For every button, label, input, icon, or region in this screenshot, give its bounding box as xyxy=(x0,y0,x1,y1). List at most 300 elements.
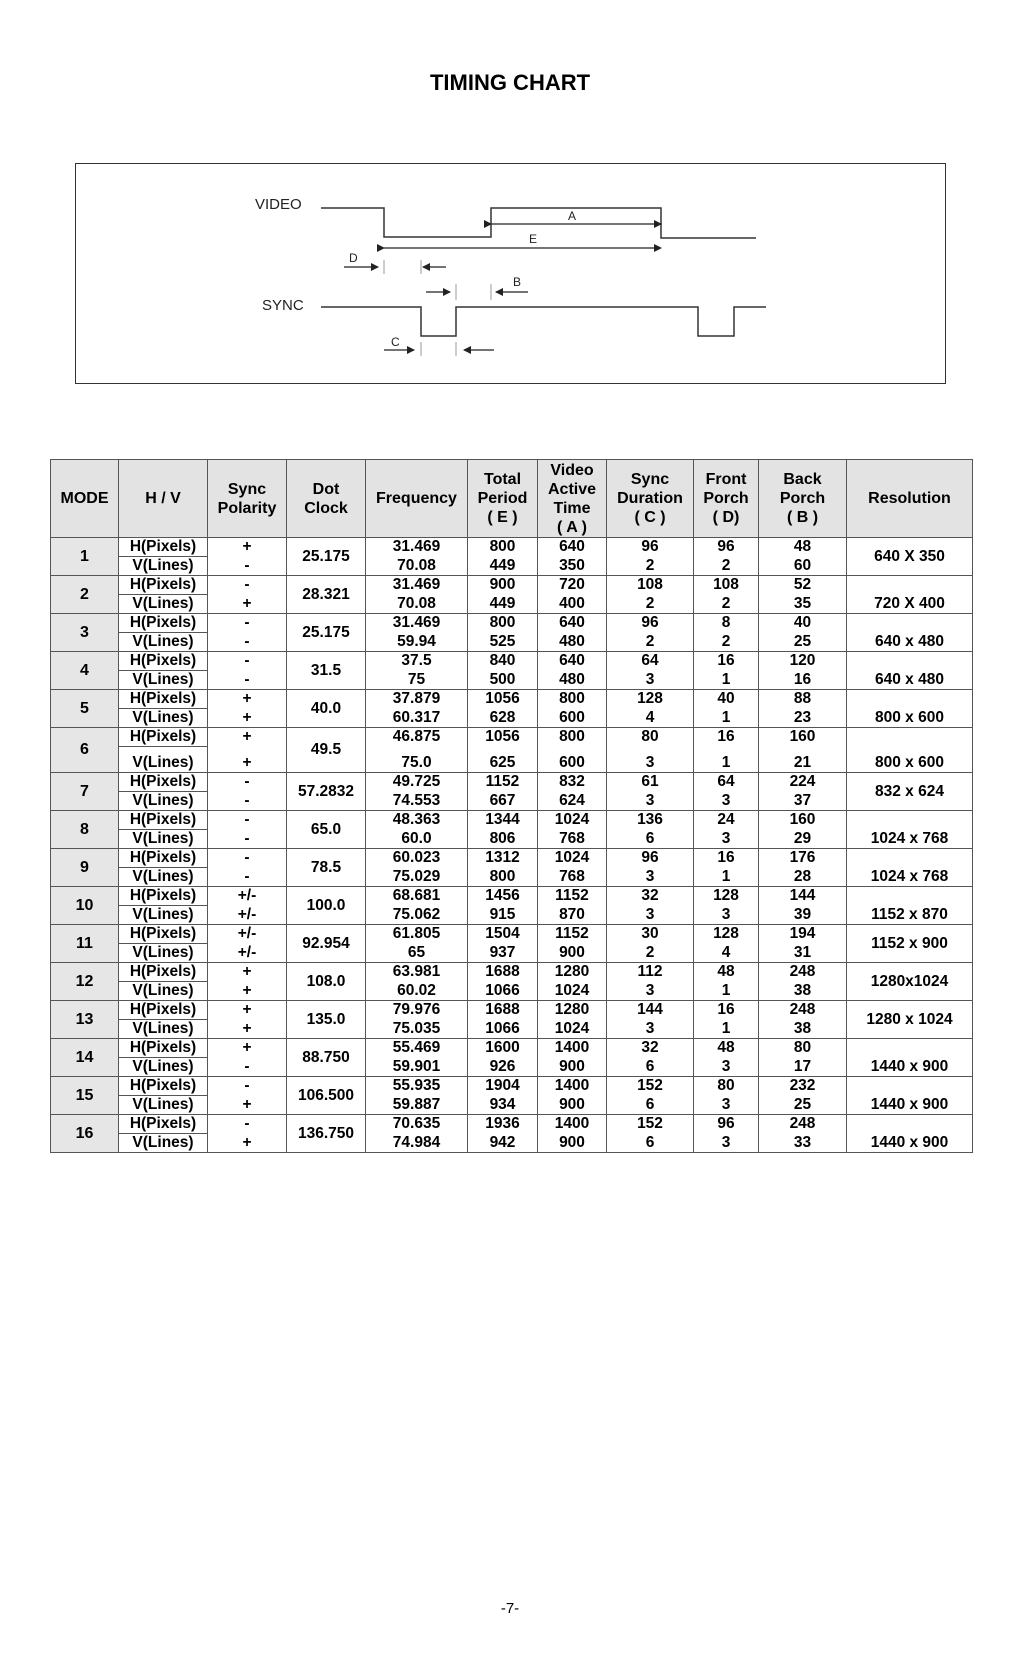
mode-cell: 6 xyxy=(51,728,119,773)
hv-cell: H(Pixels) xyxy=(119,728,208,747)
total-cell: 1344 xyxy=(468,811,538,830)
header-video-active xyxy=(538,460,607,538)
hv-cell: V(Lines) xyxy=(119,1058,208,1077)
freq-cell: 48.363 xyxy=(366,811,468,830)
table-row-v xyxy=(51,868,973,887)
polarity-cell: - xyxy=(208,773,287,792)
back-cell: 28 xyxy=(759,868,847,887)
back-cell: 120 xyxy=(759,652,847,671)
label-c: C xyxy=(391,335,400,349)
freq-cell: 74.984 xyxy=(366,1134,468,1153)
sync-cell: 6 xyxy=(607,1096,694,1115)
dot-clock-cell: 108.0 xyxy=(287,963,366,1001)
back-cell: 37 xyxy=(759,792,847,811)
polarity-cell: - xyxy=(208,614,287,633)
freq-cell: 75.062 xyxy=(366,906,468,925)
header-sync-line: ( C ) xyxy=(634,509,666,526)
sync-cell: 64 xyxy=(607,652,694,671)
hv-cell: V(Lines) xyxy=(119,1020,208,1039)
hv-cell: V(Lines) xyxy=(119,747,208,773)
freq-cell: 37.879 xyxy=(366,690,468,709)
dot-clock-cell: 57.2832 xyxy=(287,773,366,811)
back-cell: 25 xyxy=(759,1096,847,1115)
front-cell: 3 xyxy=(694,906,759,925)
header-polarity-line: Sync xyxy=(227,480,267,498)
header-resolution: Resolution xyxy=(847,460,973,538)
mode-cell: 14 xyxy=(51,1039,119,1077)
sync-cell: 3 xyxy=(607,747,694,773)
back-cell: 248 xyxy=(759,963,847,982)
active-cell: 400 xyxy=(538,595,607,614)
freq-cell: 37.5 xyxy=(366,652,468,671)
active-cell: 600 xyxy=(538,747,607,773)
header-mode: MODE xyxy=(51,460,119,538)
timing-waveform xyxy=(76,164,947,385)
freq-cell: 63.981 xyxy=(366,963,468,982)
header-back-porch xyxy=(759,460,847,538)
total-cell: 1056 xyxy=(468,728,538,747)
table-row-h xyxy=(51,1001,973,1020)
front-cell: 1 xyxy=(694,982,759,1001)
header-hv: H / V xyxy=(119,460,208,538)
hv-cell: H(Pixels) xyxy=(119,773,208,792)
hv-cell: H(Pixels) xyxy=(119,1001,208,1020)
polarity-cell: + xyxy=(208,709,287,728)
header-polarity xyxy=(208,460,287,538)
front-cell: 3 xyxy=(694,1096,759,1115)
active-cell: 1400 xyxy=(538,1077,607,1096)
back-cell: 25 xyxy=(759,633,847,652)
header-video-line: Active xyxy=(547,480,597,498)
freq-cell: 75 xyxy=(366,671,468,690)
back-cell: 160 xyxy=(759,728,847,747)
total-cell: 1904 xyxy=(468,1077,538,1096)
page-title: TIMING CHART xyxy=(429,70,591,95)
sync-cell: 32 xyxy=(607,1039,694,1058)
freq-cell: 59.901 xyxy=(366,1058,468,1077)
active-cell: 600 xyxy=(538,709,607,728)
active-cell: 1024 xyxy=(538,811,607,830)
freq-cell: 61.805 xyxy=(366,925,468,944)
polarity-cell: - xyxy=(208,830,287,849)
polarity-cell: + xyxy=(208,728,287,747)
polarity-cell: - xyxy=(208,1115,287,1134)
polarity-cell: - xyxy=(208,1077,287,1096)
table-row-h xyxy=(51,690,973,709)
mode-cell: 10 xyxy=(51,887,119,925)
dot-clock-cell: 78.5 xyxy=(287,849,366,887)
polarity-cell: + xyxy=(208,595,287,614)
back-cell: 33 xyxy=(759,1134,847,1153)
front-cell: 96 xyxy=(694,538,759,557)
polarity-cell: +/- xyxy=(208,944,287,963)
back-cell: 23 xyxy=(759,709,847,728)
sync-cell: 128 xyxy=(607,690,694,709)
header-total-line: Total xyxy=(483,471,522,488)
table-row-v xyxy=(51,557,973,576)
active-cell: 720 xyxy=(538,576,607,595)
sync-cell: 3 xyxy=(607,868,694,887)
active-cell: 1280 xyxy=(538,1001,607,1020)
freq-cell: 79.976 xyxy=(366,1001,468,1020)
back-cell: 80 xyxy=(759,1039,847,1058)
resolution-cell: 1152 x 870 xyxy=(847,887,973,925)
table-header-row xyxy=(51,460,973,538)
polarity-cell: - xyxy=(208,633,287,652)
sync-cell: 6 xyxy=(607,1058,694,1077)
front-cell: 1 xyxy=(694,747,759,773)
hv-cell: H(Pixels) xyxy=(119,963,208,982)
header-dot-line: Dot xyxy=(312,480,340,498)
hv-cell: V(Lines) xyxy=(119,944,208,963)
header-frequency: Frequency xyxy=(366,460,468,538)
sync-cell: 61 xyxy=(607,773,694,792)
back-cell: 88 xyxy=(759,690,847,709)
back-cell: 40 xyxy=(759,614,847,633)
front-cell: 48 xyxy=(694,1039,759,1058)
table-row-v xyxy=(51,982,973,1001)
polarity-cell: - xyxy=(208,576,287,595)
hv-cell: V(Lines) xyxy=(119,709,208,728)
front-cell: 3 xyxy=(694,792,759,811)
freq-cell: 46.875 xyxy=(366,728,468,747)
dot-clock-cell: 92.954 xyxy=(287,925,366,963)
sync-cell: 32 xyxy=(607,887,694,906)
front-cell: 1 xyxy=(694,709,759,728)
active-cell: 640 xyxy=(538,538,607,557)
freq-cell: 31.469 xyxy=(366,614,468,633)
table-row-v xyxy=(51,747,973,773)
dot-clock-cell: 136.750 xyxy=(287,1115,366,1153)
back-cell: 38 xyxy=(759,1020,847,1039)
table-row-h xyxy=(51,1115,973,1134)
polarity-cell: + xyxy=(208,1134,287,1153)
sync-cell: 2 xyxy=(607,595,694,614)
back-cell: 194 xyxy=(759,925,847,944)
label-e: E xyxy=(529,232,538,246)
hv-cell: V(Lines) xyxy=(119,557,208,576)
header-video-line: Time xyxy=(553,499,591,517)
header-front-line: Front xyxy=(705,471,747,488)
active-cell: 480 xyxy=(538,633,607,652)
video-waveform xyxy=(321,208,756,238)
sync-cell: 108 xyxy=(607,576,694,595)
total-cell: 625 xyxy=(468,747,538,773)
sync-cell: 3 xyxy=(607,1020,694,1039)
back-cell: 29 xyxy=(759,830,847,849)
dot-clock-cell: 49.5 xyxy=(287,728,366,773)
polarity-cell: + xyxy=(208,1020,287,1039)
polarity-cell: + xyxy=(208,1001,287,1020)
table-row-v xyxy=(51,906,973,925)
mode-cell: 2 xyxy=(51,576,119,614)
sync-cell: 6 xyxy=(607,1134,694,1153)
table-row-v xyxy=(51,944,973,963)
header-video-line: ( A ) xyxy=(557,518,587,536)
freq-cell: 70.08 xyxy=(366,557,468,576)
total-cell: 667 xyxy=(468,792,538,811)
table-row-v xyxy=(51,709,973,728)
total-cell: 1066 xyxy=(468,1020,538,1039)
back-cell: 176 xyxy=(759,849,847,868)
back-cell: 48 xyxy=(759,538,847,557)
sync-cell: 96 xyxy=(607,538,694,557)
total-cell: 1936 xyxy=(468,1115,538,1134)
freq-cell: 70.635 xyxy=(366,1115,468,1134)
active-cell: 768 xyxy=(538,868,607,887)
hv-cell: H(Pixels) xyxy=(119,690,208,709)
total-cell: 1152 xyxy=(468,773,538,792)
table-row-h xyxy=(51,728,973,747)
front-cell: 4 xyxy=(694,944,759,963)
total-cell: 1688 xyxy=(468,963,538,982)
table-row-h xyxy=(51,652,973,671)
back-cell: 60 xyxy=(759,557,847,576)
dot-clock-cell: 100.0 xyxy=(287,887,366,925)
total-cell: 915 xyxy=(468,906,538,925)
sync-cell: 4 xyxy=(607,709,694,728)
hv-cell: V(Lines) xyxy=(119,1134,208,1153)
front-cell: 96 xyxy=(694,1115,759,1134)
resolution-cell: 640 x 480 xyxy=(847,652,973,690)
freq-cell: 31.469 xyxy=(366,576,468,595)
header-sync-duration xyxy=(607,460,694,538)
sync-cell: 2 xyxy=(607,944,694,963)
resolution-cell: 640 x 480 xyxy=(847,614,973,652)
total-cell: 525 xyxy=(468,633,538,652)
table-row-v xyxy=(51,1020,973,1039)
polarity-cell: - xyxy=(208,811,287,830)
back-cell: 248 xyxy=(759,1115,847,1134)
header-back-line: ( B ) xyxy=(786,509,819,526)
active-cell: 1400 xyxy=(538,1115,607,1134)
polarity-cell: + xyxy=(208,747,287,773)
total-cell: 500 xyxy=(468,671,538,690)
hv-cell: H(Pixels) xyxy=(119,811,208,830)
video-label: VIDEO xyxy=(255,196,302,213)
sync-waveform xyxy=(321,307,766,336)
freq-cell: 65 xyxy=(366,944,468,963)
active-cell: 480 xyxy=(538,671,607,690)
active-cell: 1024 xyxy=(538,849,607,868)
table-row-h xyxy=(51,538,973,557)
hv-cell: H(Pixels) xyxy=(119,1115,208,1134)
table-row-h xyxy=(51,576,973,595)
resolution-cell: 1152 x 900 xyxy=(847,925,973,963)
freq-cell: 31.469 xyxy=(366,538,468,557)
freq-cell: 75.0 xyxy=(366,747,468,773)
back-cell: 17 xyxy=(759,1058,847,1077)
front-cell: 2 xyxy=(694,633,759,652)
header-dot-clock xyxy=(287,460,366,538)
table-row-h xyxy=(51,887,973,906)
table-row-h xyxy=(51,963,973,982)
polarity-cell: - xyxy=(208,792,287,811)
back-cell: 38 xyxy=(759,982,847,1001)
polarity-cell: - xyxy=(208,557,287,576)
polarity-cell: +/- xyxy=(208,887,287,906)
total-cell: 937 xyxy=(468,944,538,963)
mode-cell: 1 xyxy=(51,538,119,576)
sync-cell: 112 xyxy=(607,963,694,982)
table-row-h xyxy=(51,614,973,633)
hv-cell: H(Pixels) xyxy=(119,1039,208,1058)
dot-clock-cell: 25.175 xyxy=(287,538,366,576)
front-cell: 16 xyxy=(694,1001,759,1020)
table-row-h xyxy=(51,1077,973,1096)
header-total-line: Period xyxy=(477,490,528,507)
label-a: A xyxy=(568,209,577,223)
sync-cell: 144 xyxy=(607,1001,694,1020)
total-cell: 1066 xyxy=(468,982,538,1001)
header-back-line: Back xyxy=(783,471,822,488)
polarity-cell: - xyxy=(208,652,287,671)
sync-label: SYNC xyxy=(262,297,304,314)
hv-cell: V(Lines) xyxy=(119,1096,208,1115)
table-row-v xyxy=(51,792,973,811)
dot-clock-cell: 88.750 xyxy=(287,1039,366,1077)
active-cell: 1024 xyxy=(538,982,607,1001)
freq-cell: 59.94 xyxy=(366,633,468,652)
polarity-cell: + xyxy=(208,1039,287,1058)
total-cell: 1056 xyxy=(468,690,538,709)
page-number: -7- xyxy=(500,1600,520,1617)
header-front-line: ( D) xyxy=(712,509,740,526)
dot-clock-cell: 28.321 xyxy=(287,576,366,614)
sync-cell: 136 xyxy=(607,811,694,830)
freq-cell: 60.0 xyxy=(366,830,468,849)
hv-cell: H(Pixels) xyxy=(119,887,208,906)
freq-cell: 75.029 xyxy=(366,868,468,887)
freq-cell: 55.935 xyxy=(366,1077,468,1096)
header-front-porch xyxy=(694,460,759,538)
table-row-h xyxy=(51,849,973,868)
hv-cell: H(Pixels) xyxy=(119,1077,208,1096)
total-cell: 800 xyxy=(468,614,538,633)
front-cell: 40 xyxy=(694,690,759,709)
back-cell: 232 xyxy=(759,1077,847,1096)
front-cell: 8 xyxy=(694,614,759,633)
active-cell: 640 xyxy=(538,614,607,633)
front-cell: 64 xyxy=(694,773,759,792)
table-row-h xyxy=(51,1039,973,1058)
dot-clock-cell: 25.175 xyxy=(287,614,366,652)
table-row-v xyxy=(51,595,973,614)
active-cell: 640 xyxy=(538,652,607,671)
polarity-cell: + xyxy=(208,538,287,557)
header-sync-line: Duration xyxy=(617,490,683,507)
front-cell: 3 xyxy=(694,1134,759,1153)
hv-cell: H(Pixels) xyxy=(119,576,208,595)
front-cell: 1 xyxy=(694,1020,759,1039)
total-cell: 449 xyxy=(468,557,538,576)
sync-cell: 30 xyxy=(607,925,694,944)
header-front-line: Porch xyxy=(703,490,749,507)
front-cell: 128 xyxy=(694,925,759,944)
polarity-cell: + xyxy=(208,690,287,709)
hv-cell: H(Pixels) xyxy=(119,614,208,633)
front-cell: 48 xyxy=(694,963,759,982)
table-row-v xyxy=(51,633,973,652)
polarity-cell: + xyxy=(208,963,287,982)
sync-cell: 152 xyxy=(607,1077,694,1096)
resolution-cell: 800 x 600 xyxy=(847,728,973,773)
active-cell: 1152 xyxy=(538,887,607,906)
table-row-v xyxy=(51,1058,973,1077)
freq-cell: 59.887 xyxy=(366,1096,468,1115)
dot-clock-cell: 135.0 xyxy=(287,1001,366,1039)
mode-cell: 11 xyxy=(51,925,119,963)
front-cell: 80 xyxy=(694,1077,759,1096)
active-cell: 800 xyxy=(538,690,607,709)
front-cell: 2 xyxy=(694,595,759,614)
resolution-cell: 1440 x 900 xyxy=(847,1039,973,1077)
total-cell: 800 xyxy=(468,538,538,557)
total-cell: 934 xyxy=(468,1096,538,1115)
total-cell: 900 xyxy=(468,576,538,595)
table-body xyxy=(51,538,973,1153)
sync-cell: 96 xyxy=(607,614,694,633)
active-cell: 768 xyxy=(538,830,607,849)
total-cell: 1688 xyxy=(468,1001,538,1020)
hv-cell: V(Lines) xyxy=(119,792,208,811)
hv-cell: V(Lines) xyxy=(119,633,208,652)
total-cell: 628 xyxy=(468,709,538,728)
total-cell: 840 xyxy=(468,652,538,671)
front-cell: 24 xyxy=(694,811,759,830)
polarity-cell: - xyxy=(208,849,287,868)
dot-clock-cell: 31.5 xyxy=(287,652,366,690)
total-cell: 800 xyxy=(468,868,538,887)
sync-cell: 80 xyxy=(607,728,694,747)
hv-cell: V(Lines) xyxy=(119,868,208,887)
label-b: B xyxy=(513,275,522,289)
freq-cell: 68.681 xyxy=(366,887,468,906)
front-cell: 1 xyxy=(694,671,759,690)
freq-cell: 60.317 xyxy=(366,709,468,728)
resolution-cell: 1024 x 768 xyxy=(847,811,973,849)
sync-cell: 152 xyxy=(607,1115,694,1134)
total-cell: 1456 xyxy=(468,887,538,906)
back-cell: 31 xyxy=(759,944,847,963)
hv-cell: H(Pixels) xyxy=(119,652,208,671)
header-dot-line: Clock xyxy=(304,499,348,517)
dot-clock-cell: 65.0 xyxy=(287,811,366,849)
back-cell: 224 xyxy=(759,773,847,792)
resolution-cell: 832 x 624 xyxy=(847,773,973,811)
front-cell: 1 xyxy=(694,868,759,887)
hv-cell: V(Lines) xyxy=(119,830,208,849)
front-cell: 128 xyxy=(694,887,759,906)
mode-cell: 8 xyxy=(51,811,119,849)
front-cell: 2 xyxy=(694,557,759,576)
freq-cell: 60.02 xyxy=(366,982,468,1001)
hv-cell: H(Pixels) xyxy=(119,925,208,944)
freq-cell: 74.553 xyxy=(366,792,468,811)
resolution-cell: 1280x1024 xyxy=(847,963,973,1001)
active-cell: 870 xyxy=(538,906,607,925)
mode-cell: 15 xyxy=(51,1077,119,1115)
header-polarity-line: Polarity xyxy=(217,499,277,517)
active-cell: 832 xyxy=(538,773,607,792)
polarity-cell: + xyxy=(208,982,287,1001)
timing-table xyxy=(50,459,973,1153)
polarity-cell: - xyxy=(208,1058,287,1077)
sync-cell: 2 xyxy=(607,557,694,576)
front-cell: 3 xyxy=(694,830,759,849)
header-total-period xyxy=(468,460,538,538)
total-cell: 942 xyxy=(468,1134,538,1153)
